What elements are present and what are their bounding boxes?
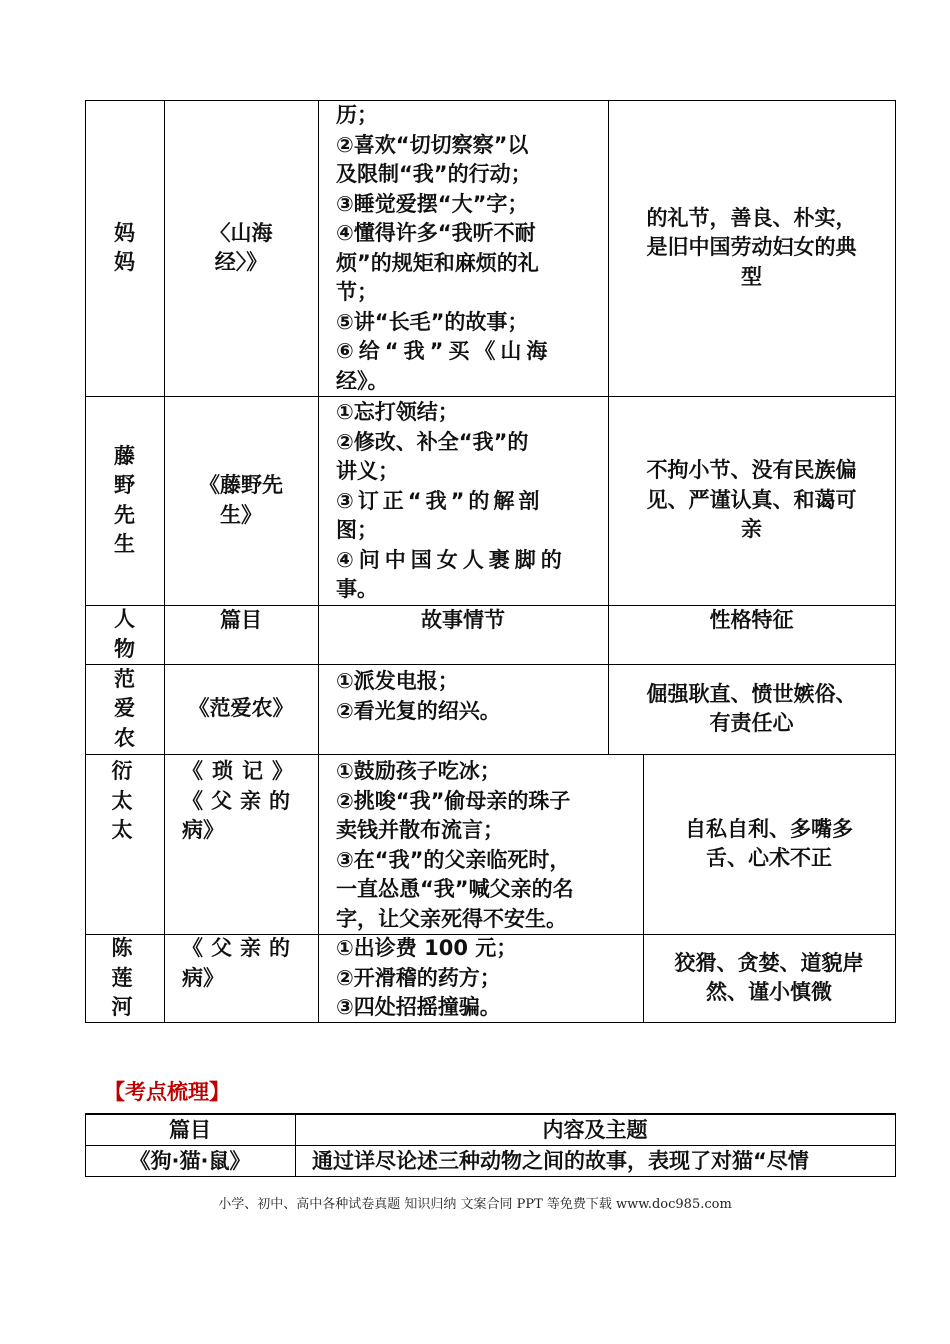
table-border <box>895 1113 896 1177</box>
character-char: 陈 <box>111 936 133 960</box>
plot-line: 卖钱并散布流言； <box>336 818 504 842</box>
character-char: 太 <box>111 818 133 842</box>
traits-cell <box>643 934 895 1022</box>
plot-line: 一直怂恿“我”喊父亲的名 <box>336 877 574 901</box>
work-line: 病》 <box>182 818 224 842</box>
character-char: 农 <box>114 725 135 750</box>
traits-line: 然、谨小慎微 <box>706 980 832 1004</box>
character-char: 妈 <box>114 220 135 245</box>
plot-line: ①出诊费 100 元； <box>336 936 518 960</box>
character-char: 范 <box>114 666 135 691</box>
traits-line: 是旧中国劳动妇女的典 <box>646 235 857 260</box>
plot-line: 事。 <box>336 577 378 601</box>
plot-cell <box>336 398 592 605</box>
traits-line: 狡猾、贪婪、道貌岸 <box>674 950 864 975</box>
plot-line: ①派发电报； <box>336 669 459 693</box>
traits-line: 有责任心 <box>709 711 794 735</box>
work-line: 《父亲的 <box>182 936 298 960</box>
work-cell <box>164 664 318 754</box>
header-work: 篇目 <box>169 1118 211 1142</box>
header-traits: 性格特征 <box>709 608 794 632</box>
plot-line: ⑤讲“长毛”的故事； <box>336 309 529 334</box>
header-char: 物 <box>114 636 135 661</box>
plot-line: ②喜欢“切切察察”以 <box>336 132 529 157</box>
work-line: 《范爱农》 <box>188 696 294 721</box>
plot-line: ⑥给“我”买《山海 <box>336 339 553 363</box>
header-content: 内容及主题 <box>542 1118 648 1142</box>
plot-cell <box>336 757 636 934</box>
table-border <box>895 100 896 1022</box>
header-work: 篇目 <box>220 608 262 632</box>
traits-line: 自私自利、多嘴多 <box>685 816 853 841</box>
traits-line: 舌、心术不正 <box>706 846 832 870</box>
work-line: 《琐记》 <box>182 759 302 783</box>
work-line: 病》 <box>182 965 224 990</box>
table-border <box>85 1113 896 1115</box>
work-line: 生》 <box>220 502 262 527</box>
plot-line: ③订正“我”的解剖 <box>336 488 544 513</box>
plot-line: ②挑唆“我”偷母亲的珠子 <box>336 788 571 813</box>
work-cell <box>164 100 318 396</box>
traits-cell <box>608 664 895 754</box>
character-char: 衍 <box>111 759 133 783</box>
work-line: 〈山海 <box>209 220 273 245</box>
plot-line: ②修改、补全“我”的 <box>336 429 529 454</box>
traits-cell <box>643 754 895 934</box>
character-cell <box>102 757 142 846</box>
work-line: 《藤野先 <box>199 473 283 497</box>
plot-line: 历； <box>336 103 378 127</box>
plot-line: ④问中国女人裹脚的 <box>336 547 567 572</box>
traits-line: 的礼节，善良、朴实， <box>646 205 857 230</box>
plot-line: ③四处招摇撞骗。 <box>336 995 501 1019</box>
traits-cell <box>608 396 895 605</box>
traits-cell <box>608 100 895 396</box>
traits-line: 见、严谨认真、和蔼可 <box>646 487 857 512</box>
character-char: 野 <box>114 473 135 497</box>
traits-line: 型 <box>741 264 762 289</box>
plot-line: 图； <box>336 518 378 542</box>
footer-text: 小学、初中、高中各种试卷真题 知识归纳 文案合同 PPT 等免费下载 www.doc985.com <box>218 1197 732 1212</box>
character-char: 莲 <box>111 965 133 990</box>
character-cell <box>85 100 164 396</box>
work-line: 经〉》 <box>214 250 268 274</box>
plot-line: 及限制“我”的行动； <box>336 162 532 186</box>
row-work: 《狗·猫·鼠》 <box>129 1149 251 1173</box>
character-char: 藤 <box>114 443 135 468</box>
work-cell <box>182 934 302 993</box>
character-char: 爱 <box>114 696 135 721</box>
plot-line: ①鼓励孩子吃冰； <box>336 759 501 783</box>
plot-cell <box>336 101 592 396</box>
plot-line: ①忘打领结； <box>336 400 459 424</box>
work-line: 《父亲的 <box>182 788 298 813</box>
character-char: 太 <box>111 788 133 813</box>
plot-line: 烦”的规矩和麻烦的礼 <box>336 250 539 275</box>
section-title: 【考点梳理】 <box>104 1080 230 1104</box>
plot-line: 讲义； <box>336 459 399 483</box>
plot-line: 字，让父亲死得不安生。 <box>336 906 567 931</box>
character-cell <box>85 396 164 605</box>
plot-line: ②开滑稽的药方； <box>336 965 501 990</box>
character-char: 妈 <box>114 250 135 274</box>
row-content: 通过详尽论述三种动物之间的故事，表现了对猫“尽情 <box>312 1149 809 1173</box>
character-char: 河 <box>111 995 133 1019</box>
plot-line: ④懂得许多“我听不耐 <box>336 221 536 245</box>
plot-line: ②看光复的绍兴。 <box>336 698 501 723</box>
traits-line: 亲 <box>741 517 762 542</box>
plot-cell <box>336 934 636 1023</box>
traits-line: 不拘小节、没有民族偏 <box>646 458 857 483</box>
plot-line: 节； <box>336 280 378 304</box>
character-cell <box>85 664 164 754</box>
header-plot: 故事情节 <box>421 608 505 632</box>
header-character <box>85 605 164 664</box>
character-cell <box>102 934 142 1023</box>
header-char: 人 <box>114 607 135 631</box>
character-char: 生 <box>114 532 135 556</box>
plot-line: 经》。 <box>336 368 389 393</box>
table-border <box>318 100 319 1022</box>
traits-line: 倔强耿直、愤世嫉俗、 <box>646 681 857 706</box>
work-cell <box>182 757 302 846</box>
work-cell <box>164 396 318 605</box>
character-char: 先 <box>114 502 135 527</box>
plot-cell <box>336 667 592 726</box>
plot-line: ③在“我”的父亲临死时， <box>336 847 571 872</box>
plot-line: ③睡觉爱摆“大”字； <box>336 191 529 216</box>
